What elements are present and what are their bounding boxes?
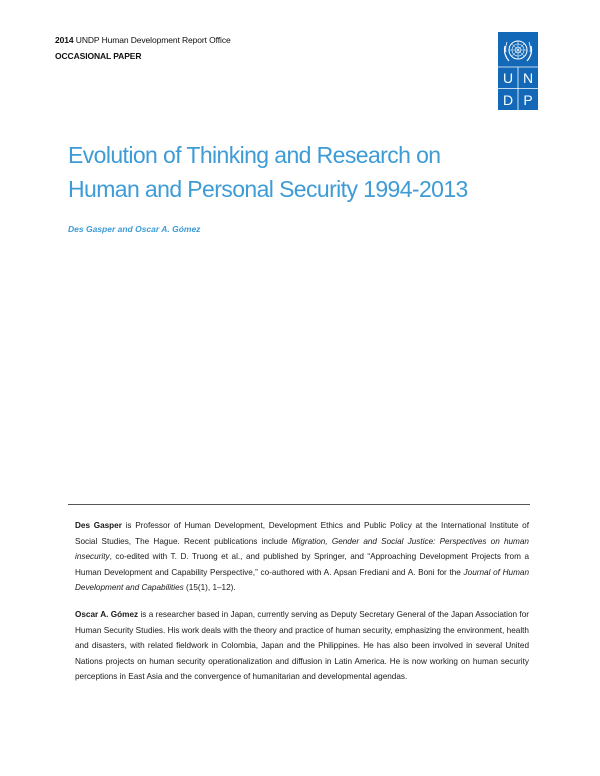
bio-gasper-text-2: , co-edited with T. D. Truong et al., and published by Springer, and “Approaching Development Projects from a Human Development and Capability Perspective,” co-authored with A. Apsan Frediani and A. Boni for the: [75, 552, 529, 577]
bio-gasper-text-3: (15(1), 1–12).: [183, 583, 236, 593]
report-office: UNDP Human Development Report Office: [75, 35, 231, 45]
undp-logo: [498, 32, 538, 110]
bio-gomez: [75, 607, 529, 685]
logo-letter-u: U: [502, 70, 514, 86]
bio-gasper-name: Des Gasper: [75, 521, 122, 530]
logo-letter-d: D: [502, 92, 514, 108]
paper-title: [68, 138, 528, 206]
bio-gomez-text: is a researcher based in Japan, currently serving as Deputy Secretary General of the Japan Association for Human Security Studies. His work deals with the theory and practice of human security, emphasizing the environment, health and disasters, with related fieldwork in Colombia, Japan and the Philippines. He has also been involved in several United Nations projects on human security operationalization and diffusion in Latin America. He is now working on human security perceptions in East Asia and the convergence of humanitarian and developmental agendas.: [75, 609, 529, 682]
bio-gomez-name: Oscar A. Gómez: [75, 609, 139, 619]
author-bios: [75, 518, 529, 696]
bio-gasper-journal-title: Journal of Human Development and Capabilities: [75, 567, 530, 593]
section-divider: [68, 504, 530, 505]
report-year: 2014: [55, 35, 74, 45]
logo-letter-p: P: [523, 92, 533, 108]
author-names: Des Gasper and Oscar A. Gómez: [68, 224, 201, 234]
paper-type: OCCASIONAL PAPER: [55, 51, 142, 61]
bio-gasper-book-title: Migration, Gender and Social Justice: Perspectives on human insecurity: [75, 536, 529, 562]
un-emblem-icon: [498, 32, 538, 110]
logo-letter-n: N: [522, 70, 534, 86]
paper-title-line2: Human and Personal Security 1994-2013: [68, 176, 468, 202]
bio-gasper: [75, 518, 529, 596]
report-header: [55, 35, 231, 45]
paper-title-line1: Evolution of Thinking and Research on: [68, 142, 441, 168]
bio-gasper-text-1: is Professor of Human Development, Development Ethics and Public Policy at the International Institute of Social Studies, The Hague. Recent publications include: [75, 521, 529, 546]
